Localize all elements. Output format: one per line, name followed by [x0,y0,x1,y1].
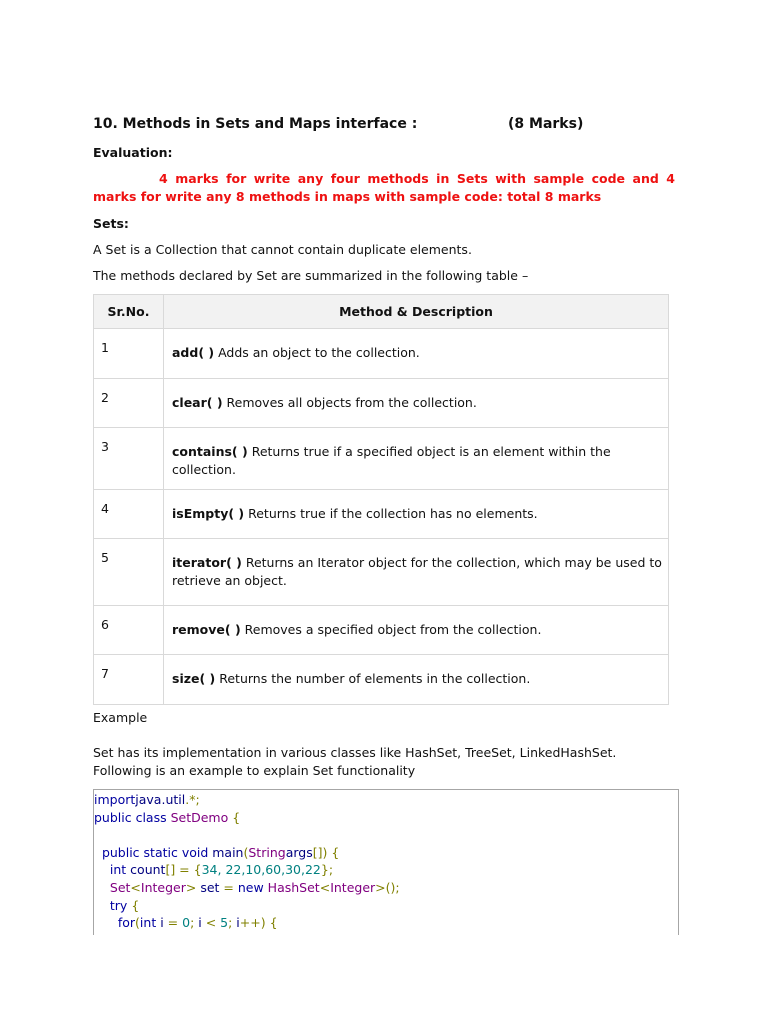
code-line [94,826,678,844]
code-token: = [167,915,183,931]
code-line [94,809,678,827]
method-name: contains( ) [172,444,248,459]
method-desc: Returns true if the collection has no elements. [244,506,538,521]
code-token: Set [94,879,131,895]
table-row [94,329,669,379]
table-row [94,490,669,539]
code-token: Integer [330,879,376,895]
code-token: java.util [135,792,186,807]
method-name: isEmpty( ) [172,506,245,521]
method-desc: Removes all objects from the collection. [222,395,477,410]
code-line [94,914,678,932]
code-token: 5 [220,915,229,931]
code-token: ( [243,844,249,860]
evaluation-text: 4 marks for write any four methods in Sets with sample code and 4 marks for write any 8 methods in maps with sample code: total 8 marks [93,171,675,204]
code-token: }; [320,862,334,878]
code-token: = [223,879,238,895]
method-desc: Returns the number of elements in the collection. [215,671,531,686]
table-row [94,655,669,705]
code-line [94,897,678,915]
code-token: args [285,844,313,860]
table-row [94,539,669,606]
code-line [94,861,678,879]
method-desc: Removes a specified object from the collection. [240,622,542,637]
code-token: Integer [140,879,186,895]
code-token: main [212,844,244,860]
sets-intro: A Set is a Collection that cannot contain duplicate elements. [93,242,472,257]
row-number: 5 [94,539,164,606]
code-token: [] = { [165,862,202,878]
row-number: 6 [94,606,164,655]
set-methods-table [93,294,669,705]
table-row [94,379,669,428]
row-number: 3 [94,428,164,490]
row-description [164,490,669,539]
method-name: iterator( ) [172,555,242,570]
method-name: clear( ) [172,395,223,410]
code-line [94,791,678,809]
code-token: count [130,862,166,878]
code-token: public static void [94,844,213,860]
code-token: { [131,897,140,913]
method-desc: Returns true if a specified object is an element within the collection. [172,444,611,477]
heading-title: 10. Methods in Sets and Maps interface : [93,116,418,132]
row-number: 4 [94,490,164,539]
row-number: 7 [94,655,164,705]
table-row [94,428,669,490]
code-token: 0 [182,915,191,931]
code-token: import [94,792,136,807]
code-token: ; [228,915,237,931]
heading-marks: (8 Marks) [508,116,584,132]
code-token: .*; [185,792,200,807]
code-token: int [139,915,161,931]
code-token: ( [135,915,140,931]
table-header-row [94,295,669,329]
code-token: > [185,879,201,895]
code-token: i [198,915,206,931]
method-name: add( ) [172,345,215,360]
code-token: i [160,915,168,931]
row-description [164,428,669,490]
example-label: Example [93,710,148,725]
code-token: set [200,879,224,895]
section-heading [93,116,683,132]
code-token: 34, 22,10,60,30,22 [201,862,321,878]
method-desc: Adds an object to the collection. [214,345,420,360]
row-description [164,379,669,428]
code-token: < [130,879,141,895]
row-description [164,655,669,705]
example-text: Set has its implementation in various classes like HashSet, TreeSet, LinkedHashSet. Following is an example to explain Set functionality [93,745,617,778]
table-row [94,606,669,655]
code-token: []) { [312,844,340,860]
row-description [164,606,669,655]
row-description [164,539,669,606]
code-token: SetDemo [170,809,229,825]
code-token: < [205,915,221,931]
method-name: remove( ) [172,622,241,637]
code-token: HashSet [267,879,320,895]
header-method: Method & Description [164,295,669,329]
code-token: < [319,879,331,895]
code-token: >(); [375,879,400,895]
code-token: for [94,915,136,931]
code-token: public class [94,809,171,825]
sets-table-intro: The methods declared by Set are summarized in the following table – [93,268,529,283]
method-desc: Returns an Iterator object for the collection, which may be used to retrieve an object. [172,555,662,588]
row-description [164,329,669,379]
code-line [94,879,678,897]
code-token: { [228,809,241,825]
row-number: 2 [94,379,164,428]
evaluation-label: Evaluation: [93,145,173,160]
code-token: ++) { [239,915,278,931]
sets-label: Sets: [93,216,129,231]
code-token: i [236,915,240,931]
code-token: String [248,844,286,860]
code-token: int [94,862,131,878]
code-token: ; [190,915,199,931]
method-name: size( ) [172,671,216,686]
row-number: 1 [94,329,164,379]
code-block [93,789,679,935]
header-srno: Sr.No. [94,295,164,329]
code-line [94,844,678,862]
code-token: new [237,879,268,895]
code-token: try [94,897,132,913]
